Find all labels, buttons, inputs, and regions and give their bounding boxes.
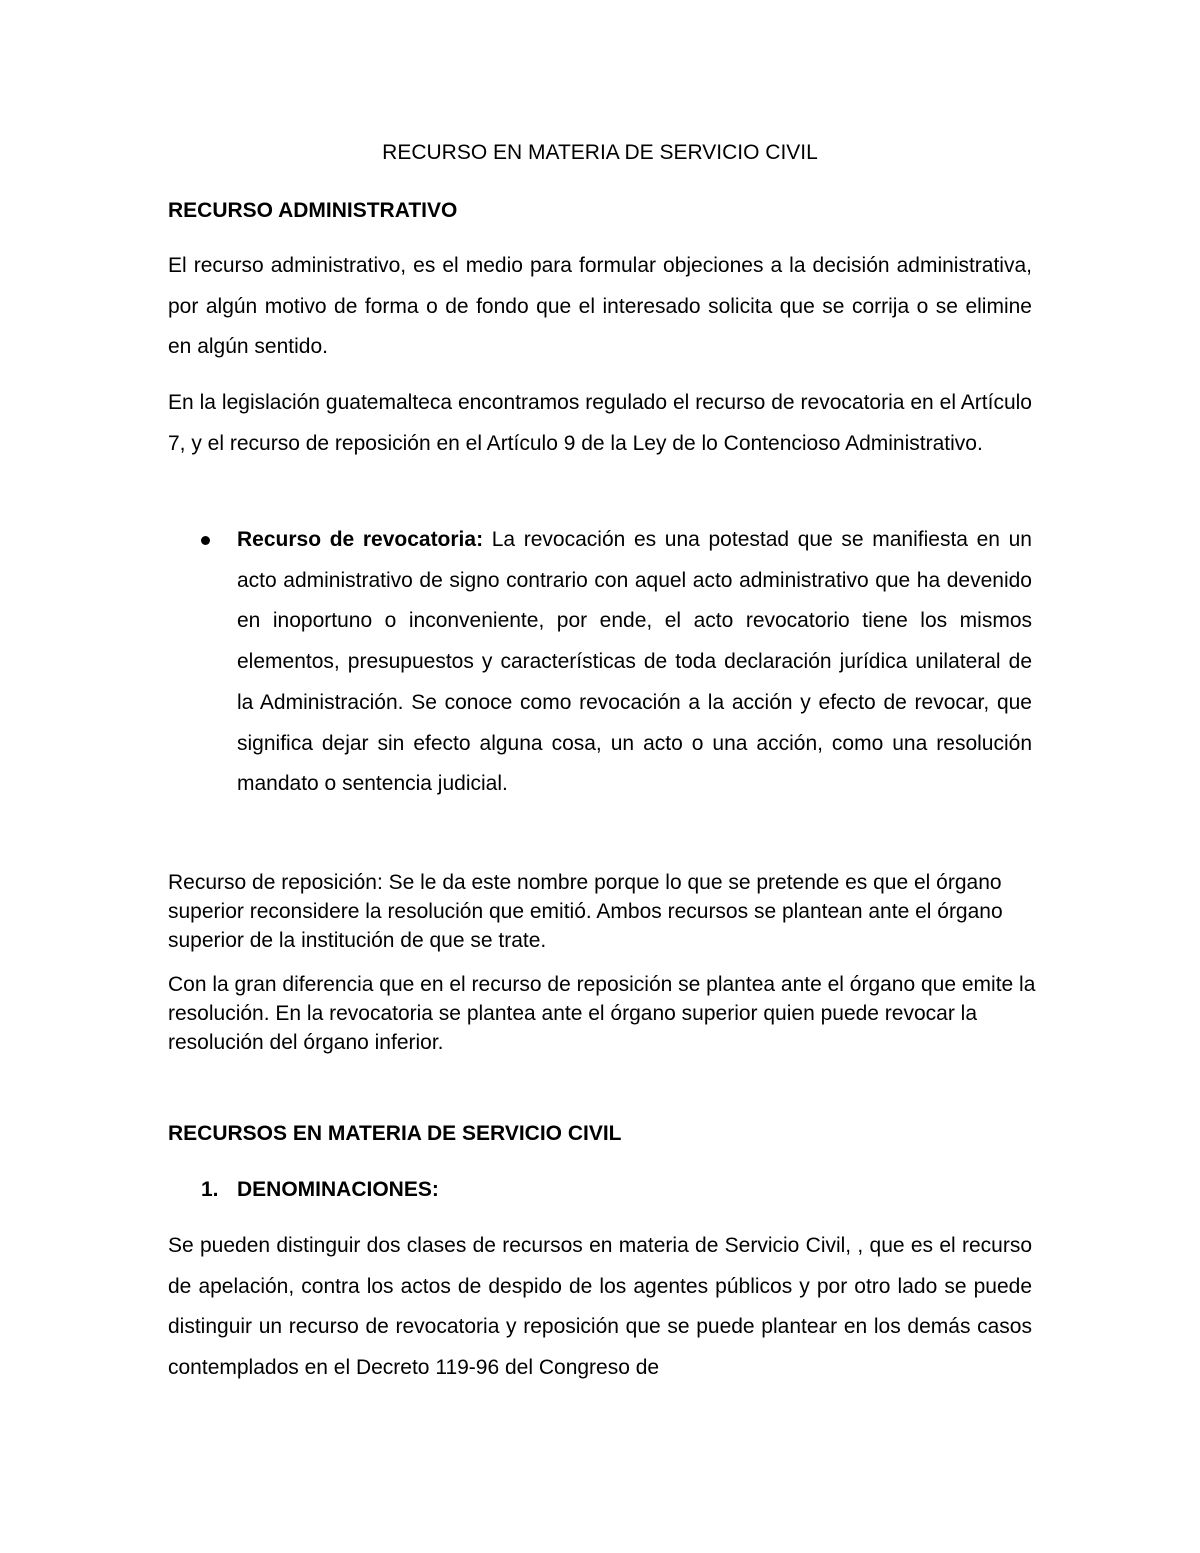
bullet-term: Recurso de revocatoria: bbox=[237, 528, 484, 551]
paragraph-clases: Se pueden distinguir dos clases de recursos en materia de Servicio Civil, , que es el recurso de apelación, contra los actos de despido de los agentes públicos y por otro lado se puede distinguir un recurso de revocatoria y reposición que se puede plantear en los demás casos contemplados en el Decreto 119-96 del Congreso de bbox=[168, 1234, 1032, 1380]
bullet-icon bbox=[201, 536, 210, 545]
section-heading-recurso-administrativo: RECURSO ADMINISTRATIVO bbox=[168, 199, 458, 222]
bullet-text: La revocación es una potestad que se manifiesta en un acto administrativo de signo contrario con aquel acto administrativo que ha devenido en inoportuno o inconveniente, por ende, el acto revocatorio tiene los mismos elementos, presupuestos y características de toda declaración jurídica unilateral de la Administración. Se conoce como revocación a la acción y efecto de revocar, que significa dejar sin efecto alguna cosa, un acto o una acción, como una resolución mandato o sentencia judicial. bbox=[237, 528, 1032, 796]
paragraph-legislation: En la legislación guatemalteca encontramos regulado el recurso de revocatoria en el Artículo 7, y el recurso de reposición en el Artículo 9 de la Ley de lo Contencioso Administrativo. bbox=[168, 391, 1032, 455]
paragraph-definition: El recurso administrativo, es el medio para formular objeciones a la decisión administrativa, por algún motivo de forma o de fondo que el interesado solicita que se corrija o se elimine en algún sentido. bbox=[168, 254, 1032, 359]
section-heading-servicio-civil: RECURSOS EN MATERIA DE SERVICIO CIVIL bbox=[168, 1122, 622, 1145]
bullet-item-revocatoria bbox=[237, 520, 1032, 805]
paragraph-reposicion: Recurso de reposición: Se le da este nombre porque lo que se pretende es que el órgano superior reconsidere la resolución que emitió. Ambos recursos se plantean ante el órgano superior de la institución de que se trate. bbox=[168, 871, 1003, 952]
document-title: RECURSO EN MATERIA DE SERVICIO CIVIL bbox=[382, 141, 818, 164]
list-label-denominaciones: DENOMINACIONES: bbox=[237, 1178, 439, 1201]
paragraph-diferencia: Con la gran diferencia que en el recurso de reposición se plantea ante el órgano que emite la resolución. En la revocatoria se plantea ante el órgano superior quien puede revocar la resolución del órgano inferior. bbox=[168, 973, 1036, 1054]
list-number: 1. bbox=[201, 1178, 219, 1201]
